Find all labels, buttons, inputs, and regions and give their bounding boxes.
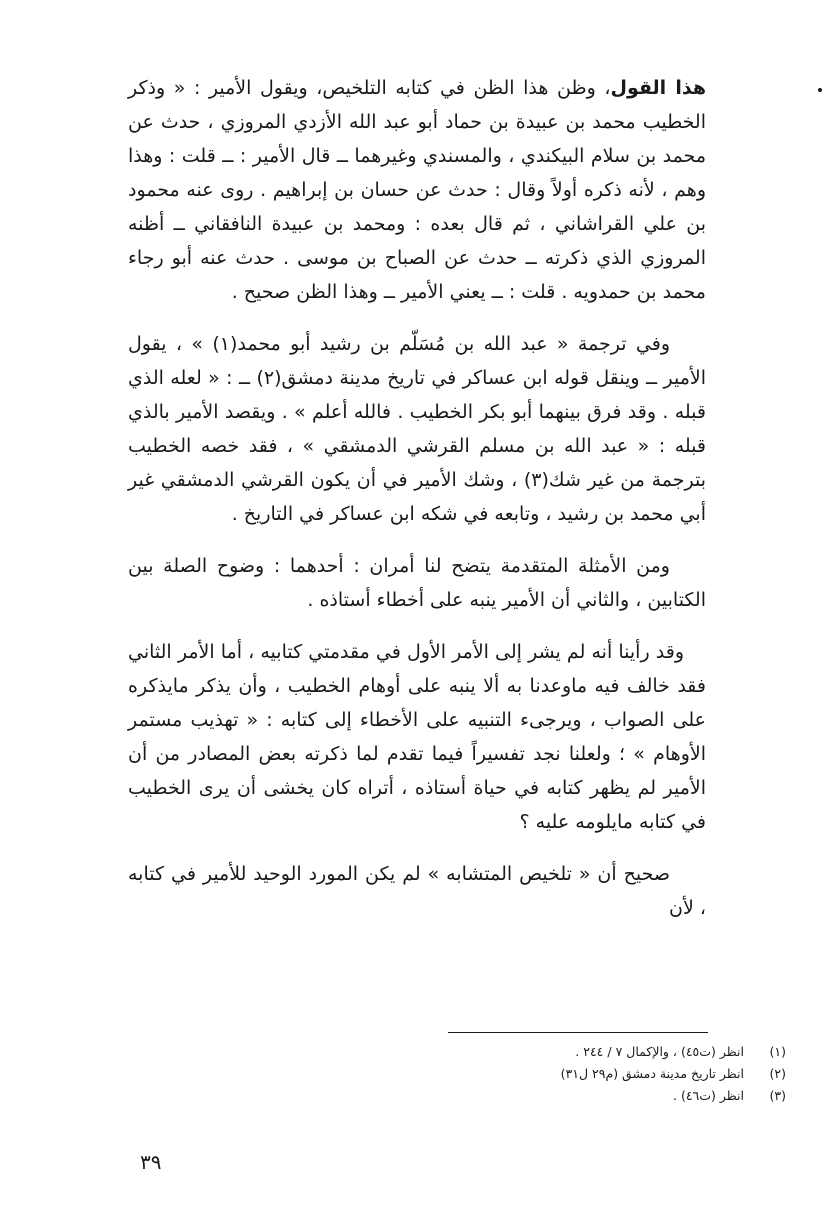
paragraph-3: [128, 549, 706, 617]
footnote-number: (٣): [769, 1088, 786, 1103]
paragraph-1: [128, 71, 706, 309]
footnote-number: (٢): [769, 1066, 786, 1081]
paragraph-text: وقد رأينا أنه لم يشر إلى الأمر الأول في مقدمتي كتابيه ، أما الأمر الثاني فقد خالف فيه ماوعدنا به ألا ينبه على أوهام الخطيب ، وأن يذكر مايذكره على الصواب ، ويرجىء التنبيه على الأخطاء إلى كتابه : « تهذيب مستمر الأوهام » ؛ ولعلنا نجد تفسيراً فيما تقدم لما ذكرته بعض المصادر من أن الأمير لم يظهر كتابه في حياة أستاذه ، أتراه كان يخشى أن يرى الخطيب في كتابه مايلومه عليه ؟: [128, 641, 706, 833]
footnote-text: انظر تاريخ مدينة دمشق (م٢٩ ل٣١): [560, 1066, 744, 1081]
footnote-1: [440, 1041, 786, 1063]
paragraph-text: صحيح أن « تلخيص المتشابه » لم يكن المورد الوحيد للأمير في كتابه ، لأن: [128, 863, 706, 919]
footnote-number: (١): [769, 1044, 786, 1059]
footnote-2: [440, 1063, 786, 1085]
paragraph-text: ، وظن هذا الظن في كتابه التلخيص، ويقول الأمير : « وذكر الخطيب محمد بن عبيدة بن حماد أبو عبد الله الأزدي المروزي ، حدث عن محمد بن سلام البيكندي ، والمسندي وغيرهما ــ قال الأمير : ــ قلت : وهذا وهم ، لأنه ذكره أولاً وقال : حدث عن حسان بن إبراهيم . روى عنه محمود بن علي القراشاني ، ثم قال بعده : ومحمد بن عبيدة النافقاني ــ أظنه المروزي الذي ذكرته ــ حدث عن الصباح بن موسى . حدث عنه أبو رجاء محمد بن حمدويه . قلت : ــ يعني الأمير ــ وهذا الظن صحيح .: [128, 77, 706, 303]
footnote-text: انظر (ت٤٦) .: [673, 1088, 744, 1103]
paragraph-2: [128, 327, 706, 531]
paragraph-text: ومن الأمثلة المتقدمة يتضح لنا أمران : أحدهما : وضوح الصلة بين الكتابين ، والثاني أن الأمير ينبه على أخطاء أستاذه .: [128, 555, 706, 611]
paragraph-4: [128, 635, 706, 839]
paragraph-5: [128, 857, 706, 925]
footnote-text: انظر (ت٤٥) ، والإكمال ٧ / ٢٤٤ .: [575, 1044, 744, 1059]
footnote-divider: [448, 1032, 708, 1033]
paragraph-lead: هذا القول: [610, 77, 706, 99]
edge-mark: [818, 88, 822, 92]
paragraph-text: وفي ترجمة « عبد الله بن مُسَلّم بن رشيد أبو محمد(١) » ، يقول الأمير ــ وينقل قوله ابن عساكر في تاريخ مدينة دمشق(٢) ــ : « لعله الذي قبله . وقد فرق بينهما أبو بكر الخطيب . فالله أعلم » . ويقصد الأمير بالذي قبله : « عبد الله بن مسلم القرشي الدمشقي » ، فقد خصه الخطيب بترجمة من غير شك(٣) ، وشك الأمير في أن يكون القرشي الدمشقي غير أبي محمد بن رشيد ، وتابعه في شكه ابن عساكر في التاريخ .: [128, 333, 706, 525]
main-text: [128, 71, 706, 925]
footnotes-list: [440, 1041, 786, 1107]
footnote-3: [440, 1085, 786, 1107]
page-number: ٣٩: [140, 1150, 162, 1174]
